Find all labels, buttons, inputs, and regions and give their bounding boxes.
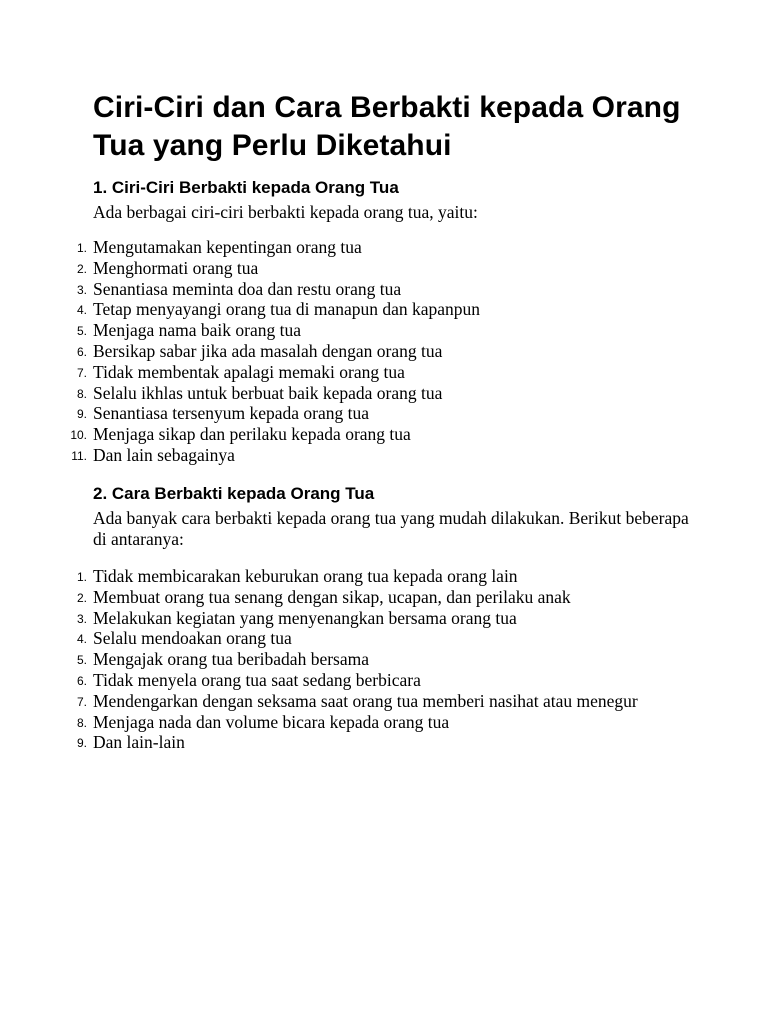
list-item-text: Mendengarkan dengan seksama saat orang tua memberi nasihat atau menegur [93,690,638,711]
list-item-text: Dan lain sebagainya [93,444,235,465]
list-item-number: 2. [76,590,87,605]
list-item-text: Menjaga nada dan volume bicara kepada orang tua [93,711,450,732]
page-title: Ciri-Ciri dan Cara Berbakti kepada Orang Tua yang Perlu Diketahui [93,91,681,162]
list-item [0,279,660,300]
list-item-number: 7. [76,365,87,380]
section-1-list [0,237,660,466]
list-item [0,566,660,587]
list-item-text: Senantiasa meminta doa dan restu orang tua [93,278,402,299]
list-item-text: Selalu mendoakan orang tua [93,628,292,649]
list-item-text: Menjaga nama baik orang tua [93,320,301,341]
list-item [0,362,660,383]
list-item-number: 1. [76,241,87,255]
list-item [0,258,660,279]
list-item [0,299,660,320]
list-item-number: 9. [76,407,87,422]
list-item-number: 1. [76,570,87,584]
list-item-text: Tetap menyayangi orang tua di manapun dan kapanpun [93,299,481,320]
list-item-number: 4. [76,632,87,647]
list-item [0,237,660,258]
list-item-number: 8. [76,386,87,401]
list-item-text: Tidak membicarakan keburukan orang tua kepada orang lain [93,566,518,586]
list-item-number: 6. [76,344,87,359]
list-item [0,649,660,670]
list-item [0,383,660,404]
list-item [0,320,660,341]
list-item-number: 9. [76,736,87,751]
list-item-number: 5. [76,653,87,668]
list-item-text: Membuat orang tua senang dengan sikap, ucapan, dan perilaku anak [93,586,571,607]
section-2-intro: Ada banyak cara berbakti kepada orang tua yang mudah dilakukan. Berikut beberapa di antaranya: [93,508,689,549]
list-item [0,445,660,466]
list-item [0,712,660,733]
list-item-text: Melakukan kegiatan yang menyenangkan bersama orang tua [93,607,517,628]
list-item-text: Mengutamakan kepentingan orang tua [93,237,362,257]
list-item-text: Tidak menyela orang tua saat sedang berbicara [93,669,421,690]
list-item-text: Mengajak orang tua beribadah bersama [93,649,369,670]
list-item [0,403,660,424]
section-2-heading: 2. Cara Berbakti kepada Orang Tua [93,484,375,503]
list-item [0,587,660,608]
section-1-heading: 1. Ciri-Ciri Berbakti kepada Orang Tua [93,178,399,197]
list-item [0,608,660,629]
list-item-number: 8. [76,715,87,730]
section-1-intro: Ada berbagai ciri-ciri berbakti kepada orang tua, yaitu: [93,202,478,222]
list-item-text: Menghormati orang tua [93,257,259,278]
list-item [0,341,660,362]
list-item-text: Selalu ikhlas untuk berbuat baik kepada orang tua [93,382,443,403]
list-item [0,732,660,753]
list-item-number: 7. [76,694,87,709]
list-item-number: 10. [70,428,87,443]
list-item-number: 4. [76,303,87,318]
list-item-number: 3. [76,282,87,297]
list-item-number: 2. [76,261,87,276]
list-item [0,670,660,691]
list-item-text: Senantiasa tersenyum kepada orang tua [93,403,370,424]
list-item-number: 6. [76,673,87,688]
list-item [0,424,660,445]
list-item [0,628,660,649]
list-item-number: 3. [76,611,87,626]
list-item-text: Tidak membentak apalagi memaki orang tua [93,361,405,382]
list-item-text: Bersikap sabar jika ada masalah dengan orang tua [93,340,443,361]
list-item-number: 11. [71,448,87,463]
list-item-text: Dan lain-lain [93,732,185,753]
list-item-number: 5. [76,324,87,339]
list-item [0,691,660,712]
list-item-text: Menjaga sikap dan perilaku kepada orang tua [93,424,411,445]
section-2-list [0,566,660,753]
